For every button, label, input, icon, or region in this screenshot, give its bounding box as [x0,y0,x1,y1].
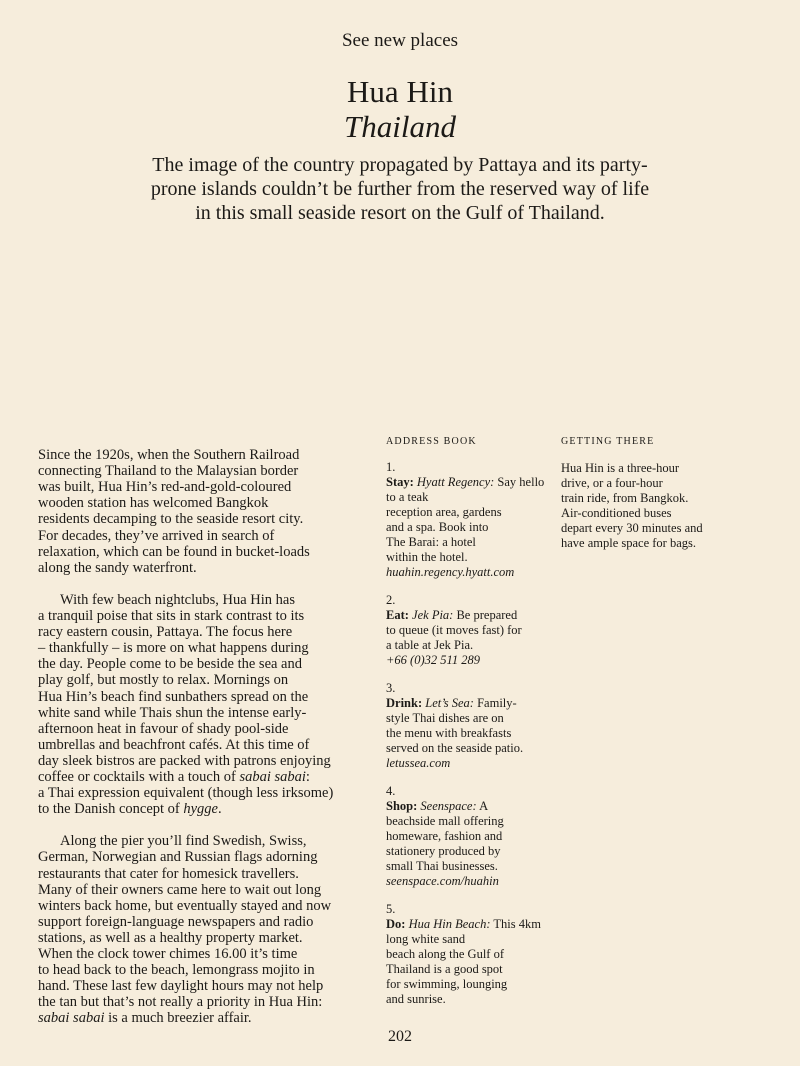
entry-category: Stay: [386,475,417,489]
entry-url: letussea.com [386,756,451,770]
entry-name: Jek Pia: [412,608,454,622]
address-book [386,436,551,1007]
page-number: 202 [388,1028,412,1045]
entry-number: 5. [386,902,396,916]
entry-name: Hyatt Regency: [416,475,495,489]
entry-name: Seenspace: [420,799,477,813]
entry-url: +66 (0)32 511 289 [386,653,480,667]
body-text: is a much breezier affair. [104,1010,252,1027]
entry-description: This 4km long white sand beach along the Gulf of Thailand is a good spot for swimming, lounging and sunrise. [386,917,541,1006]
entry-number: 1. [386,460,396,474]
address-book-entries [386,460,551,1007]
section-label: See new places [341,30,459,51]
entry-description: A beachside mall offering homeware, fashion and stationery produced by small Thai businesses. [386,799,504,873]
page-subtitle: Thailand [344,109,456,144]
entry-number: 2. [386,593,396,607]
entry-description: Say hello to a teak reception area, gardens and a spa. Book into The Barai: a hotel within the hotel. [386,475,545,564]
entry-description: Be prepared to queue (it moves fast) for a table at Jek Pia. [386,608,522,652]
entry-number: 3. [386,681,396,695]
entry-category: Shop: [386,799,421,813]
address-entry [386,902,551,1007]
body-text: With few beach nightclubs, Hua Hin has a tranquil poise that sits in stark contrast to its racy eastern cousin, Pattaya. The focus here – thankfully – is more on what happens during the day. People come to be beside the sea and play golf, but mostly to relax. Mornings on Hua Hin’s beach find sunbathers spread on the white sand while Thais shun the intense early- afternoon heat in favour of shady pool-side umbrellas and beachfront cafés. At this time of day sleek bistros are packed with patrons enjoying coffee or cocktails with a touch of [38,591,331,785]
body-paragraph-1: Since the 1920s, when the Southern Railroad connecting Thailand to the Malaysian border was built, Hua Hin’s red-and-gold-coloured wooden station has welcomed Bangkok residents decamping to the seaside resort city. For decades, they’ve arrived in search of relaxation, which can be found in bucket-loads along the sandy waterfront. [38,447,310,576]
body-text: Along the pier you’ll find Swedish, Swiss, German, Norwegian and Russian flags adorning restaurants that cater for homesick travellers. Many of their owners came here to wait out long winters back home, but eventually stayed and now support foreign-language newspapers and radio stations, as well as a healthy property market. When the clock tower chimes 16.00 it’s time to head back to the beach, lemongrass mojito in hand. These last few daylight hours may not help the tan but that’s not really a priority in Hua Hin: [38,833,332,1011]
entry-url: seenspace.com/huahin [386,874,499,888]
page-title: Hua Hin [347,74,453,109]
body-italic: sabai sabai [38,1010,105,1027]
body-italic: hygge [183,801,218,818]
standfirst: The image of the country propagated by Pattaya and its party-prone islands couldn’t be further from the reserved way of life in this small seaside resort on the Gulf of Thailand. [150,154,650,224]
address-book-heading: ADDRESS BOOK [386,436,477,447]
entry-name: Hua Hin Beach: [408,917,491,931]
entry-category: Drink: [386,696,426,710]
getting-there [561,436,761,551]
entry-category: Eat: [386,608,413,622]
body-text: : a Thai expression equivalent (though less irksome) to the Danish concept of [38,768,334,818]
address-entry [386,784,551,889]
body-paragraph-3 [38,833,378,1026]
entry-name: Let’s Sea: [425,696,474,710]
entry-description: Family- style Thai dishes are on the menu with breakfasts served on the seaside patio. [386,696,524,755]
address-entry [386,460,551,580]
entry-url: huahin.regency.hyatt.com [386,565,515,579]
entry-number: 4. [386,784,396,798]
article-body [38,431,378,1043]
body-paragraph-2 [38,592,378,817]
getting-there-heading: GETTING THERE [561,436,655,447]
body-italic: sabai sabai [239,768,306,785]
getting-there-text: Hua Hin is a three-hour drive, or a four-hour train ride, from Bangkok. Air-conditioned buses depart every 30 minutes and have ample space for bags. [561,461,703,550]
entry-category: Do: [386,917,409,931]
address-entry [386,593,551,668]
body-text: . [218,801,222,818]
address-entry [386,681,551,771]
